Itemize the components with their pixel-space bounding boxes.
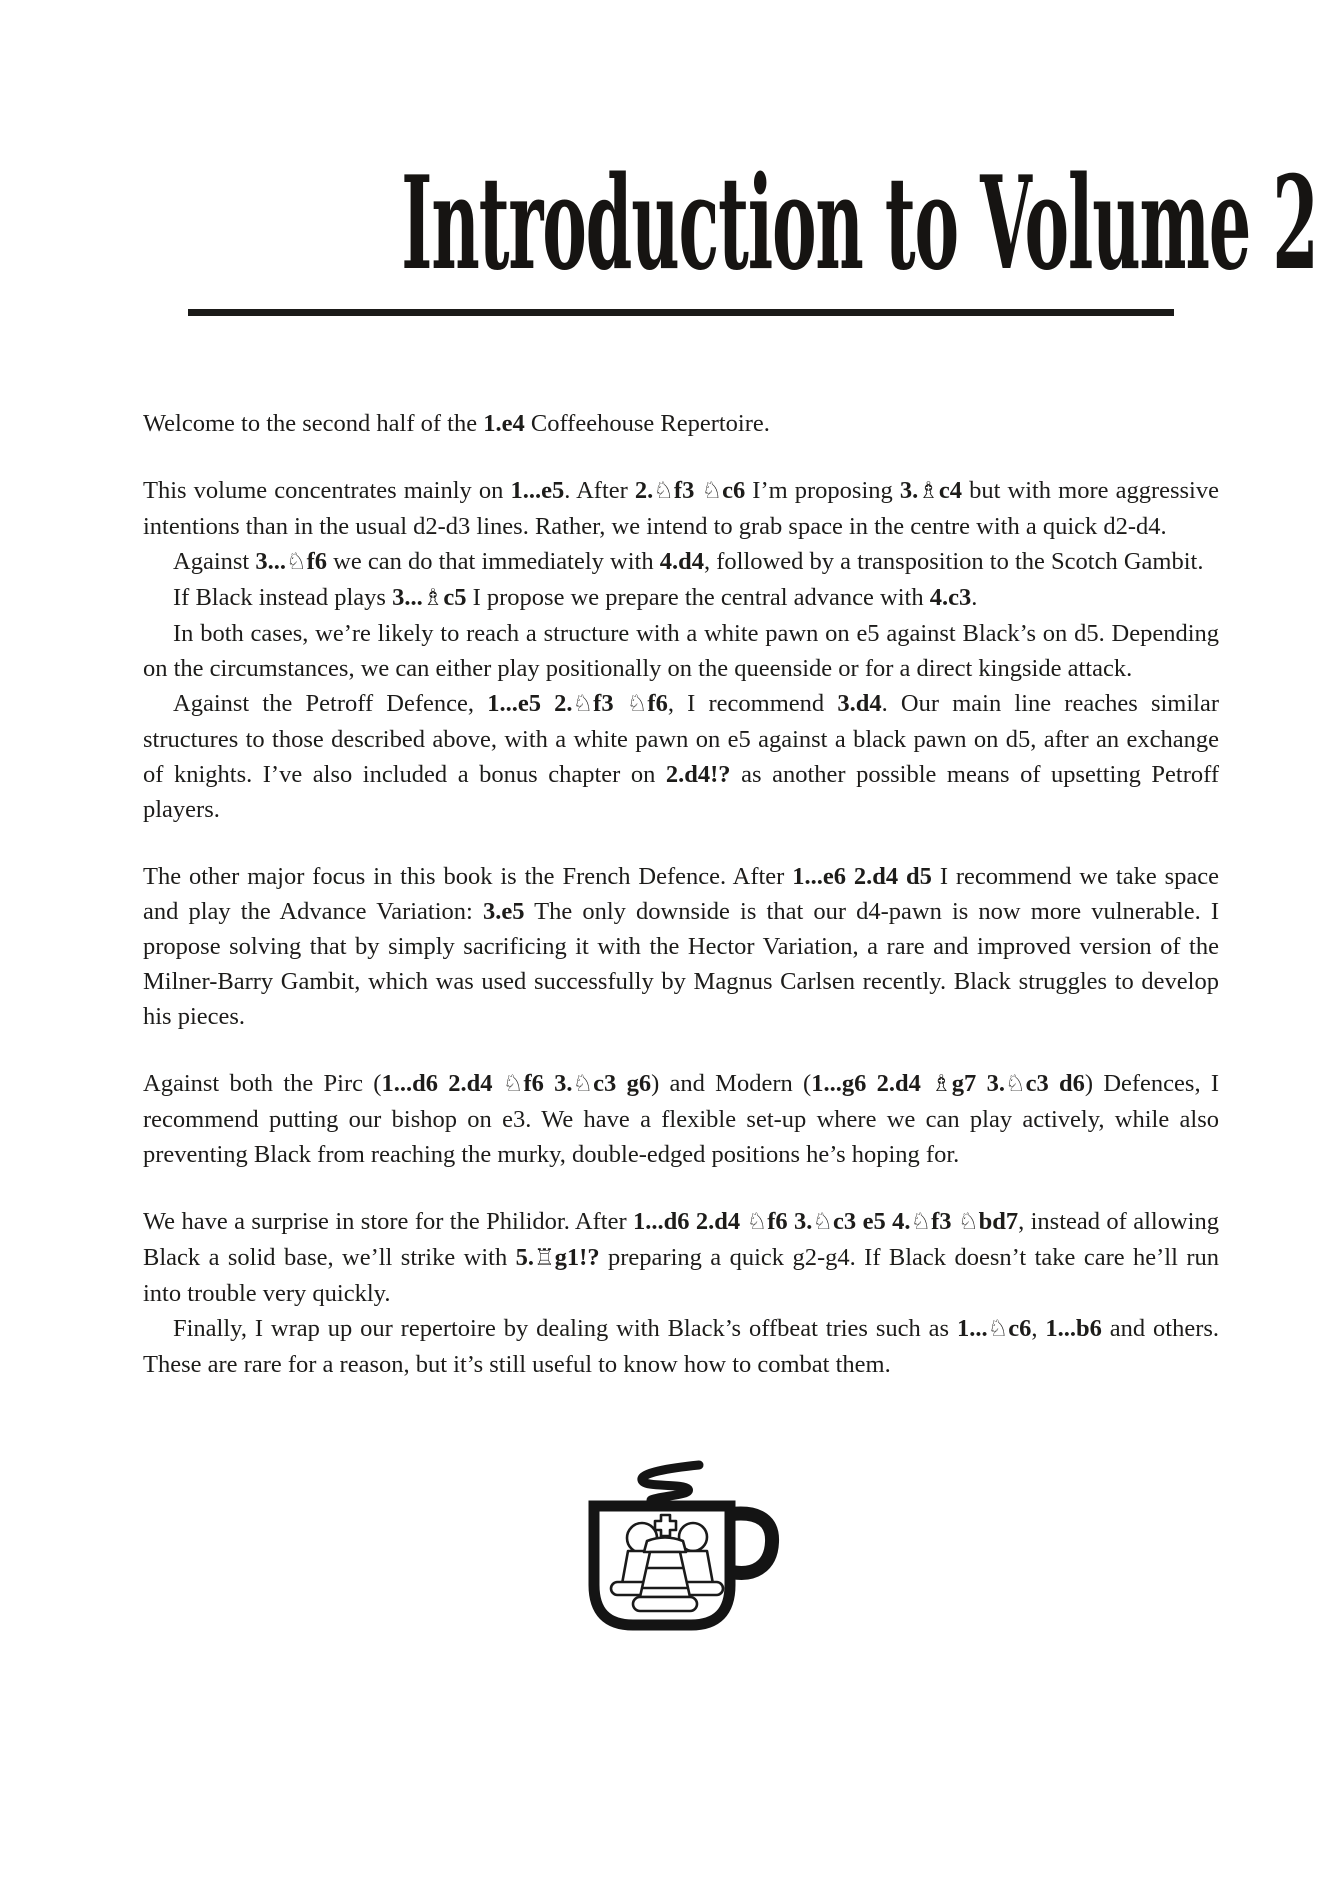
chess-figurine: ♘	[701, 478, 723, 504]
chess-figurine: ♘	[502, 1071, 524, 1097]
title-rule	[188, 309, 1174, 316]
chess-figurine: ♘	[987, 1316, 1009, 1342]
paragraph-4: If Black instead plays 3...♗c5 I propose we prepare the central advance with 4.c3.	[173, 584, 978, 611]
page	[143, 0, 1318, 1688]
chess-figurine: ♗	[422, 585, 444, 611]
chess-figurine: ♖	[534, 1245, 555, 1271]
chess-coffee-cup-icon	[561, 1428, 801, 1688]
paragraph-3: Against 3...♘f6 we can do that immediately with 4.d4, followed by a transposition to the Scotch Gambit.	[173, 548, 1204, 575]
paragraph-7: The other major focus in this book is the French Defence. After 1...e6 2.d4 d5 I recommend we take space and play the Advance Variation: 3.e5 The only downside is that our d4-pawn is now more vulnerable. I propose solving that by simply sacrificing it with the Hector Variation, a rare and improved version of the Milner-Barry Gambit, which was used successfully by Magnus Carlsen recently. Black struggles to develop his pieces.	[143, 863, 1219, 1030]
chess-figurine: ♘	[285, 549, 307, 575]
paragraph-10: Finally, I wrap up our repertoire by dealing with Black’s offbeat tries such as 1...♘c6, 1...b6 and others. These are rare for a reason, but it’s still useful to know how to combat them.	[143, 1315, 1220, 1378]
body-paragraphs	[143, 406, 1219, 1382]
chess-figurine: ♘	[957, 1209, 979, 1235]
paragraph-2: This volume concentrates mainly on 1...e5. After 2.♘f3 ♘c6 I’m proposing 3.♗c4 but with more aggressive intentions than in the usual d2-d3 lines. Rather, we intend to grab space in the centre with a quick d2-d4.	[143, 477, 1219, 540]
page-title-text: Introduction to Volume 2	[401, 149, 1318, 299]
chess-figurine: ♘	[910, 1209, 932, 1235]
paragraph-6: Against the Petroff Defence, 1...e5 2.♘f3 ♘f6, I recommend 3.d4. Our main line reaches similar structures to those described above, with a white pawn on e5 against a black pawn on d5, after an exchange of knights. I’ve also included a bonus chapter on 2.d4!? as another possible means of upsetting Petroff players.	[143, 690, 1219, 823]
chess-coffee-cup-icon-svg	[561, 1428, 801, 1688]
chess-figurine: ♗	[918, 478, 939, 504]
chess-figurine: ♘	[626, 691, 648, 717]
chess-figurine: ♘	[1004, 1071, 1026, 1097]
page-title	[143, 149, 1318, 299]
chess-figurine: ♘	[746, 1209, 768, 1235]
paragraph-5: In both cases, we’re likely to reach a structure with a white pawn on e5 against Black’s on d5. Depending on the circumstances, we can either play positionally on the queenside or for a direct kingside attack.	[143, 620, 1219, 682]
paragraph-8: Against both the Pirc (1...d6 2.d4 ♘f6 3.♘c3 g6) and Modern (1...g6 2.d4 ♗g7 3.♘c3 d6) Defences, I recommend putting our bishop on e3. We have a flexible set-up where we can play actively, while also preventing Black from reaching the murky, double-edged positions he’s hoping for.	[143, 1070, 1220, 1168]
chess-figurine: ♘	[572, 691, 594, 717]
chess-figurine: ♘	[572, 1071, 594, 1097]
chess-figurine: ♘	[812, 1209, 834, 1235]
chess-figurine: ♘	[653, 478, 674, 504]
chess-figurine: ♗	[931, 1071, 952, 1097]
paragraph-9: We have a surprise in store for the Philidor. After 1...d6 2.d4 ♘f6 3.♘c3 e5 4.♘f3 ♘bd7, instead of allowing Black a solid base, we’ll strike with 5.♖g1!? preparing a quick g2-g4. If Black doesn’t take care he’ll run into trouble very quickly.	[143, 1208, 1220, 1307]
paragraph-1: Welcome to the second half of the 1.e4 Coffeehouse Repertoire.	[143, 410, 770, 437]
